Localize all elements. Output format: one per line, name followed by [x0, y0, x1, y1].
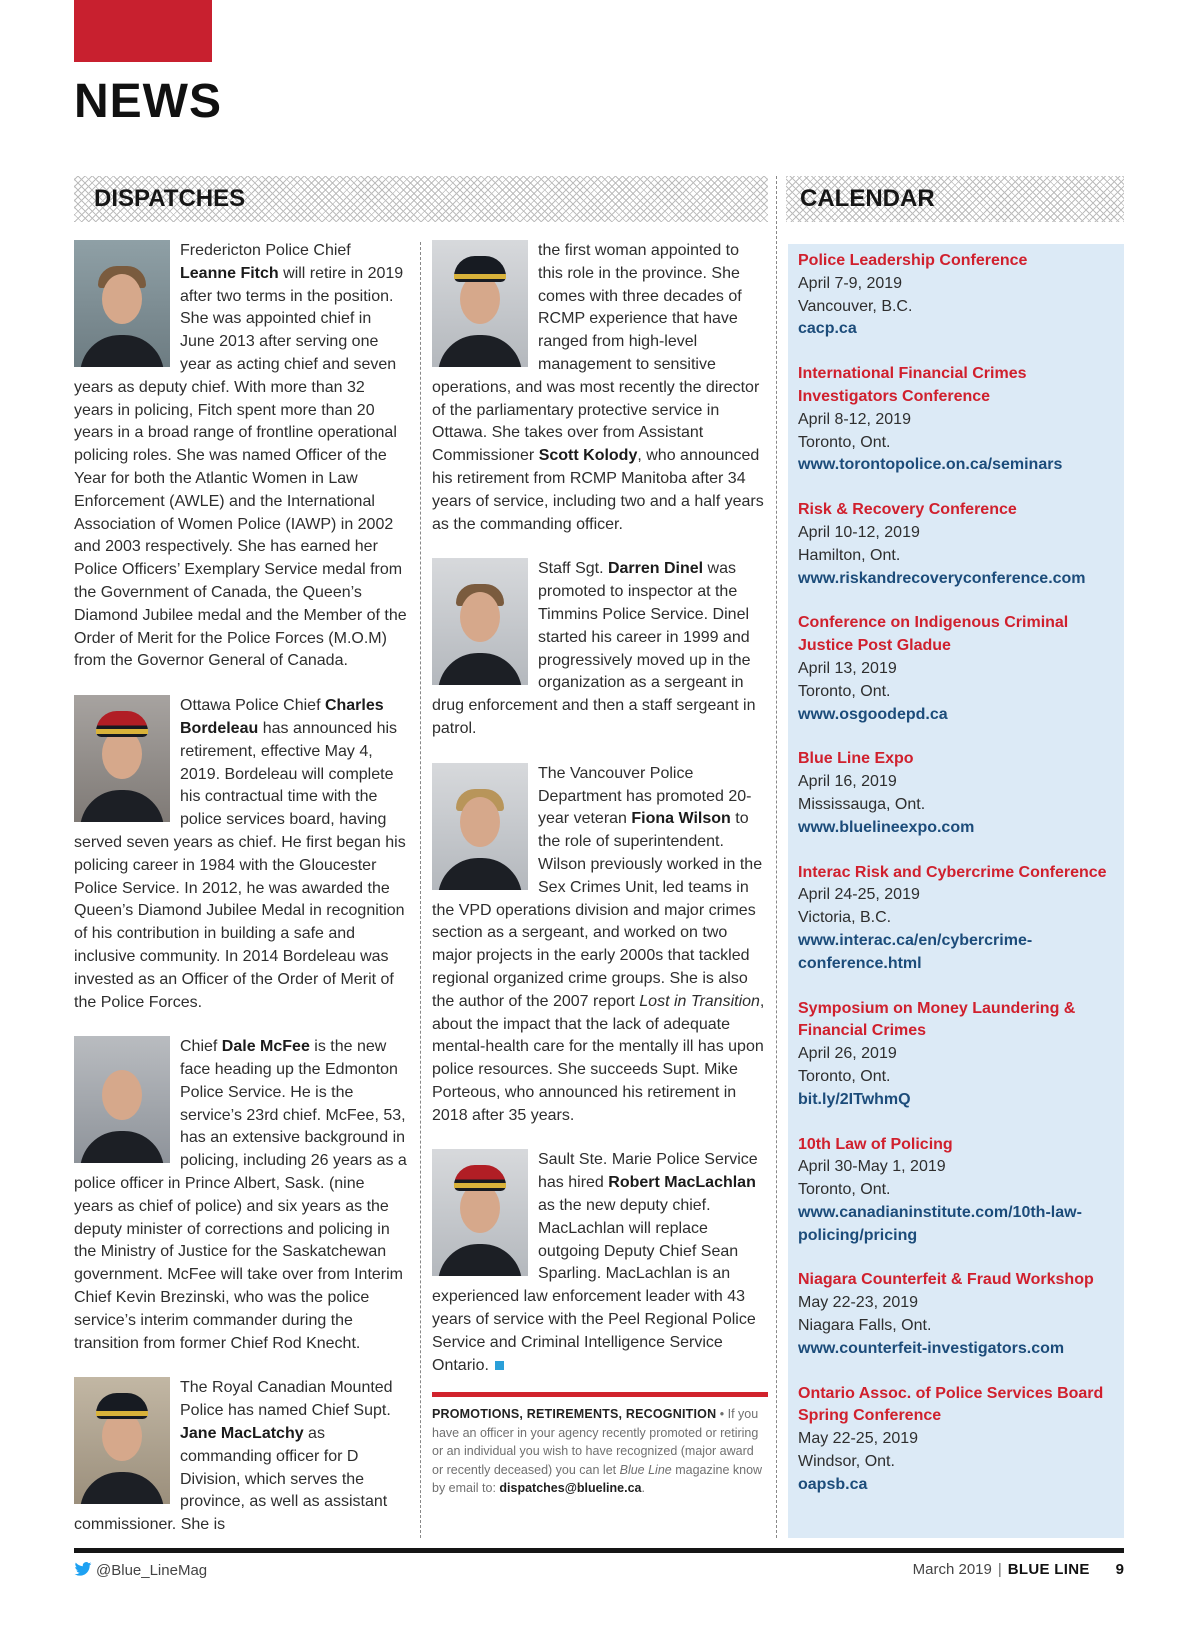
calendar-event	[798, 1134, 1116, 1248]
footer-folio: March 2019 | BLUE LINE 9	[912, 1561, 1124, 1578]
event-title: Niagara Counterfeit & Fraud Workshop	[798, 1271, 1094, 1289]
dispatches-heading: DISPATCHES	[94, 185, 246, 212]
event-title: Interac Risk and Cybercrime Conference	[798, 863, 1107, 881]
officer-name: Leanne Fitch	[180, 264, 279, 282]
event-date: April 7-9, 2019	[798, 274, 903, 292]
officer-name: Robert MacLachlan	[608, 1174, 756, 1192]
event-url-link[interactable]: www.interac.ca/en/cybercrime-conference.html	[798, 931, 1033, 972]
officer-name: Jane MacLatchy	[180, 1425, 304, 1443]
officer-name: Charles Bordeleau	[180, 697, 384, 737]
magazine-name: BLUE LINE	[1007, 1561, 1090, 1578]
calendar-heading: CALENDAR	[800, 185, 935, 212]
event-title: Police Leadership Conference	[798, 252, 1028, 269]
portrait-robert-maclachlan	[432, 1149, 528, 1276]
event-url-link[interactable]: www.osgoodepd.ca	[798, 705, 948, 723]
section-title: NEWS	[74, 75, 222, 128]
event-location: Toronto, Ont.	[798, 433, 891, 451]
event-location: Windsor, Ont.	[798, 1453, 895, 1471]
calendar-event	[798, 862, 1116, 976]
column-divider	[420, 242, 421, 1538]
event-title: Blue Line Expo	[798, 750, 914, 768]
calendar-event	[798, 250, 1116, 341]
event-date: April 10-12, 2019	[798, 523, 920, 541]
dispatch-item: Ottawa Police Chief Charles Bordeleau has announced his retirement, effective May 4, 2019. Bordeleau will complete his contractual time with the police services board, having served seven years as chief. He first began his policing career in 1984 with the Gloucester Police Service. In 2012, he was awarded the Queen’s Diamond Jubilee Medal in recognition of his contribution in building a safe and inclusive community. In 2014 Bordeleau was invested as an Officer of the Order of Merit of the Police Forces.	[74, 697, 406, 1011]
footer-rule	[74, 1548, 1124, 1553]
page-number: 9	[1115, 1561, 1124, 1578]
event-location: Toronto, Ont.	[798, 682, 891, 700]
dispatch-item-continued: the first woman appointed to this role in the province. She comes with three decades of RCMP experience that have ranged from high-level management to sensitive operations, and was most recently the director of the parliamentary protective service in Ottawa. She takes over from Assistant Commissioner Scott Kolody, who announced his retirement from RCMP Manitoba after 34 years of service, including two and a half years as the commanding officer.	[432, 242, 764, 533]
event-url-link[interactable]: cacp.ca	[798, 320, 857, 338]
event-url-link[interactable]: www.counterfeit-investigators.com	[798, 1339, 1065, 1357]
event-date: April 8-12, 2019	[798, 410, 911, 428]
calendar-panel	[788, 244, 1124, 1538]
event-date: April 16, 2019	[798, 773, 897, 791]
calendar-event	[798, 998, 1116, 1112]
section-color-tab	[74, 0, 212, 62]
dispatch-item: The Vancouver Police Department has promoted 20-year veteran Fiona Wilson to the role of superintendent. Wilson previously worked in the Sex Crimes Unit, led teams in the VPD operations division and major crimes section as a sergeant, and worked on two major projects in the early 2000s that tackled regional organized crime groups. She is also the author of the 2007 report Lost in Transition, about the impact that the lack of adequate mental-health care for the mentally ill has upon police resources. She succeeds Supt. Mike Porteous, who announced his retirement in 2018 after 35 years.	[432, 764, 765, 1124]
dispatches-header-bar	[74, 176, 768, 222]
issue-date: March 2019	[912, 1561, 992, 1578]
calendar-event	[798, 363, 1116, 477]
event-date: April 30-May 1, 2019	[798, 1158, 946, 1176]
dispatches-column-1	[74, 240, 408, 1559]
event-location: Niagara Falls, Ont.	[798, 1317, 932, 1335]
promotions-callout: PROMOTIONS, RETIREMENTS, RECOGNITION • If you have an officer in your agency recently promoted or retiring or an individual you wish to have recognized (major award or recently deceased) you can let Blue Line magazine know by email to: dispatches@blueline.ca.	[432, 1392, 768, 1498]
event-title: Conference on Indigenous Criminal Justice Post Gladue	[798, 614, 1069, 655]
officer-name: Fiona Wilson	[631, 810, 731, 828]
twitter-handle[interactable]: @Blue_LineMag	[96, 1562, 208, 1579]
calendar-event	[798, 499, 1116, 590]
calendar-event-list	[798, 250, 1116, 1519]
dispatch-item: Fredericton Police Chief Leanne Fitch will retire in 2019 after two terms in the position. She was appointed chief in June 2013 after serving one year as acting chief and seven years as deputy chief. With more than 32 years in policing, Fitch spent more than 20 years in a broad range of frontline operational policing roles. She was named Officer of the Year for both the Atlantic Women in Law Enforcement (AWLE) and the International Association of Women Police (IAWP) in 2002 and 2003 respectively. She has earned her Police Officers’ Exemplary Service medal from the Government of Canada, the Queen’s Diamond Jubilee medal and the Member of the Order of Merit for the Police Forces (M.O.M) from the Governor General of Canada.	[74, 242, 407, 670]
officer-name: Darren Dinel	[607, 560, 704, 578]
event-title: 10th Law of Policing	[798, 1135, 953, 1153]
event-location: Toronto, Ont.	[798, 1181, 891, 1199]
portrait-fiona-wilson	[432, 763, 528, 890]
portrait-leanne-fitch	[74, 240, 170, 367]
dispatches-email-link[interactable]: dispatches@blueline.ca	[499, 1481, 642, 1495]
event-location: Victoria, B.C.	[798, 909, 892, 927]
event-title: Symposium on Money Laundering & Financial Crimes	[798, 999, 1076, 1040]
event-date: April 24-25, 2019	[798, 886, 920, 904]
event-location: Toronto, Ont.	[798, 1067, 891, 1085]
twitter-bird-icon	[74, 1562, 92, 1576]
event-title: Ontario Assoc. of Police Services Board Spring Conference	[798, 1384, 1104, 1425]
officer-name: Scott Kolody	[538, 447, 638, 465]
event-location: Hamilton, Ont.	[798, 546, 901, 564]
dispatch-item: Sault Ste. Marie Police Service has hired Robert MacLachlan as the new deputy chief. MacLachlan will replace outgoing Deputy Chief Sean Sparling. MacLachlan is an experienced law enforcement leader with 43 years of service with the Peel Regional Police Service and Criminal Intelligence Service Ontario.	[432, 1151, 758, 1374]
dispatch-item: Chief Dale McFee is the new face heading up the Edmonton Police Service. He is the service’s 23rd chief. McFee, 53, has an extensive background in policing, including 26 years as a police officer in Prince Albert, Sask. (nine years as chief of police) and six years as the deputy minister of corrections and policing in the Ministry of Justice for the Saskatchewan government. McFee will take over from Interim Chief Kevin Brezinski, who was the police service’s interim commander during the transition from former Chief Rod Knecht.	[74, 1038, 407, 1352]
officer-name: Dale McFee	[221, 1038, 310, 1056]
event-date: April 26, 2019	[798, 1045, 897, 1063]
event-url-link[interactable]: www.bluelineexpo.com	[798, 818, 975, 836]
dispatch-item: The Royal Canadian Mounted Police has named Chief Supt. Jane MacLatchy as commanding officer for D Division, which serves the province, as well as assistant commissioner. She is	[74, 1379, 393, 1534]
end-of-story-square-icon	[495, 1361, 504, 1370]
portrait-charles-bordeleau	[74, 695, 170, 822]
event-title: International Financial Crimes Investigators Conference	[798, 365, 1027, 405]
event-url-link[interactable]: www.riskandrecoveryconference.com	[798, 569, 1086, 587]
dispatches-column-2	[432, 240, 768, 1399]
event-title: Risk & Recovery Conference	[798, 501, 1017, 519]
dispatch-item: Staff Sgt. Darren Dinel was promoted to inspector at the Timmins Police Service. Dinel started his career in 1999 and progressively moved up in the organization as a sergeant in drug enforcement and then a staff sergeant in patrol.	[432, 560, 756, 737]
event-date: May 22-25, 2019	[798, 1430, 919, 1448]
calendar-event	[798, 612, 1116, 726]
event-url-link[interactable]: www.torontopolice.on.ca/seminars	[798, 456, 1063, 474]
event-date: May 22-23, 2019	[798, 1294, 919, 1312]
event-url-link[interactable]: www.canadianinstitute.com/10th-law-policing/pricing	[798, 1203, 1082, 1244]
event-url-link[interactable]: oapsb.ca	[798, 1475, 868, 1493]
calendar-event	[798, 748, 1116, 839]
calendar-event	[798, 1383, 1116, 1497]
portrait-darren-dinel	[432, 558, 528, 685]
calendar-event	[798, 1269, 1116, 1360]
portrait-jane-maclatchy	[74, 1377, 170, 1504]
event-location: Mississauga, Ont.	[798, 795, 926, 813]
event-url-link[interactable]: bit.ly/2ITwhmQ	[798, 1090, 911, 1108]
event-date: April 13, 2019	[798, 659, 897, 677]
footer-twitter	[74, 1562, 207, 1579]
portrait-jane-maclatchy-closeup	[432, 240, 528, 367]
promotions-heading: PROMOTIONS, RETIREMENTS, RECOGNITION	[432, 1407, 717, 1421]
column-divider	[776, 176, 777, 1538]
event-location: Vancouver, B.C.	[798, 297, 913, 315]
calendar-header-bar	[786, 176, 1124, 222]
portrait-dale-mcfee	[74, 1036, 170, 1163]
report-title: Lost in Transition	[639, 992, 760, 1010]
